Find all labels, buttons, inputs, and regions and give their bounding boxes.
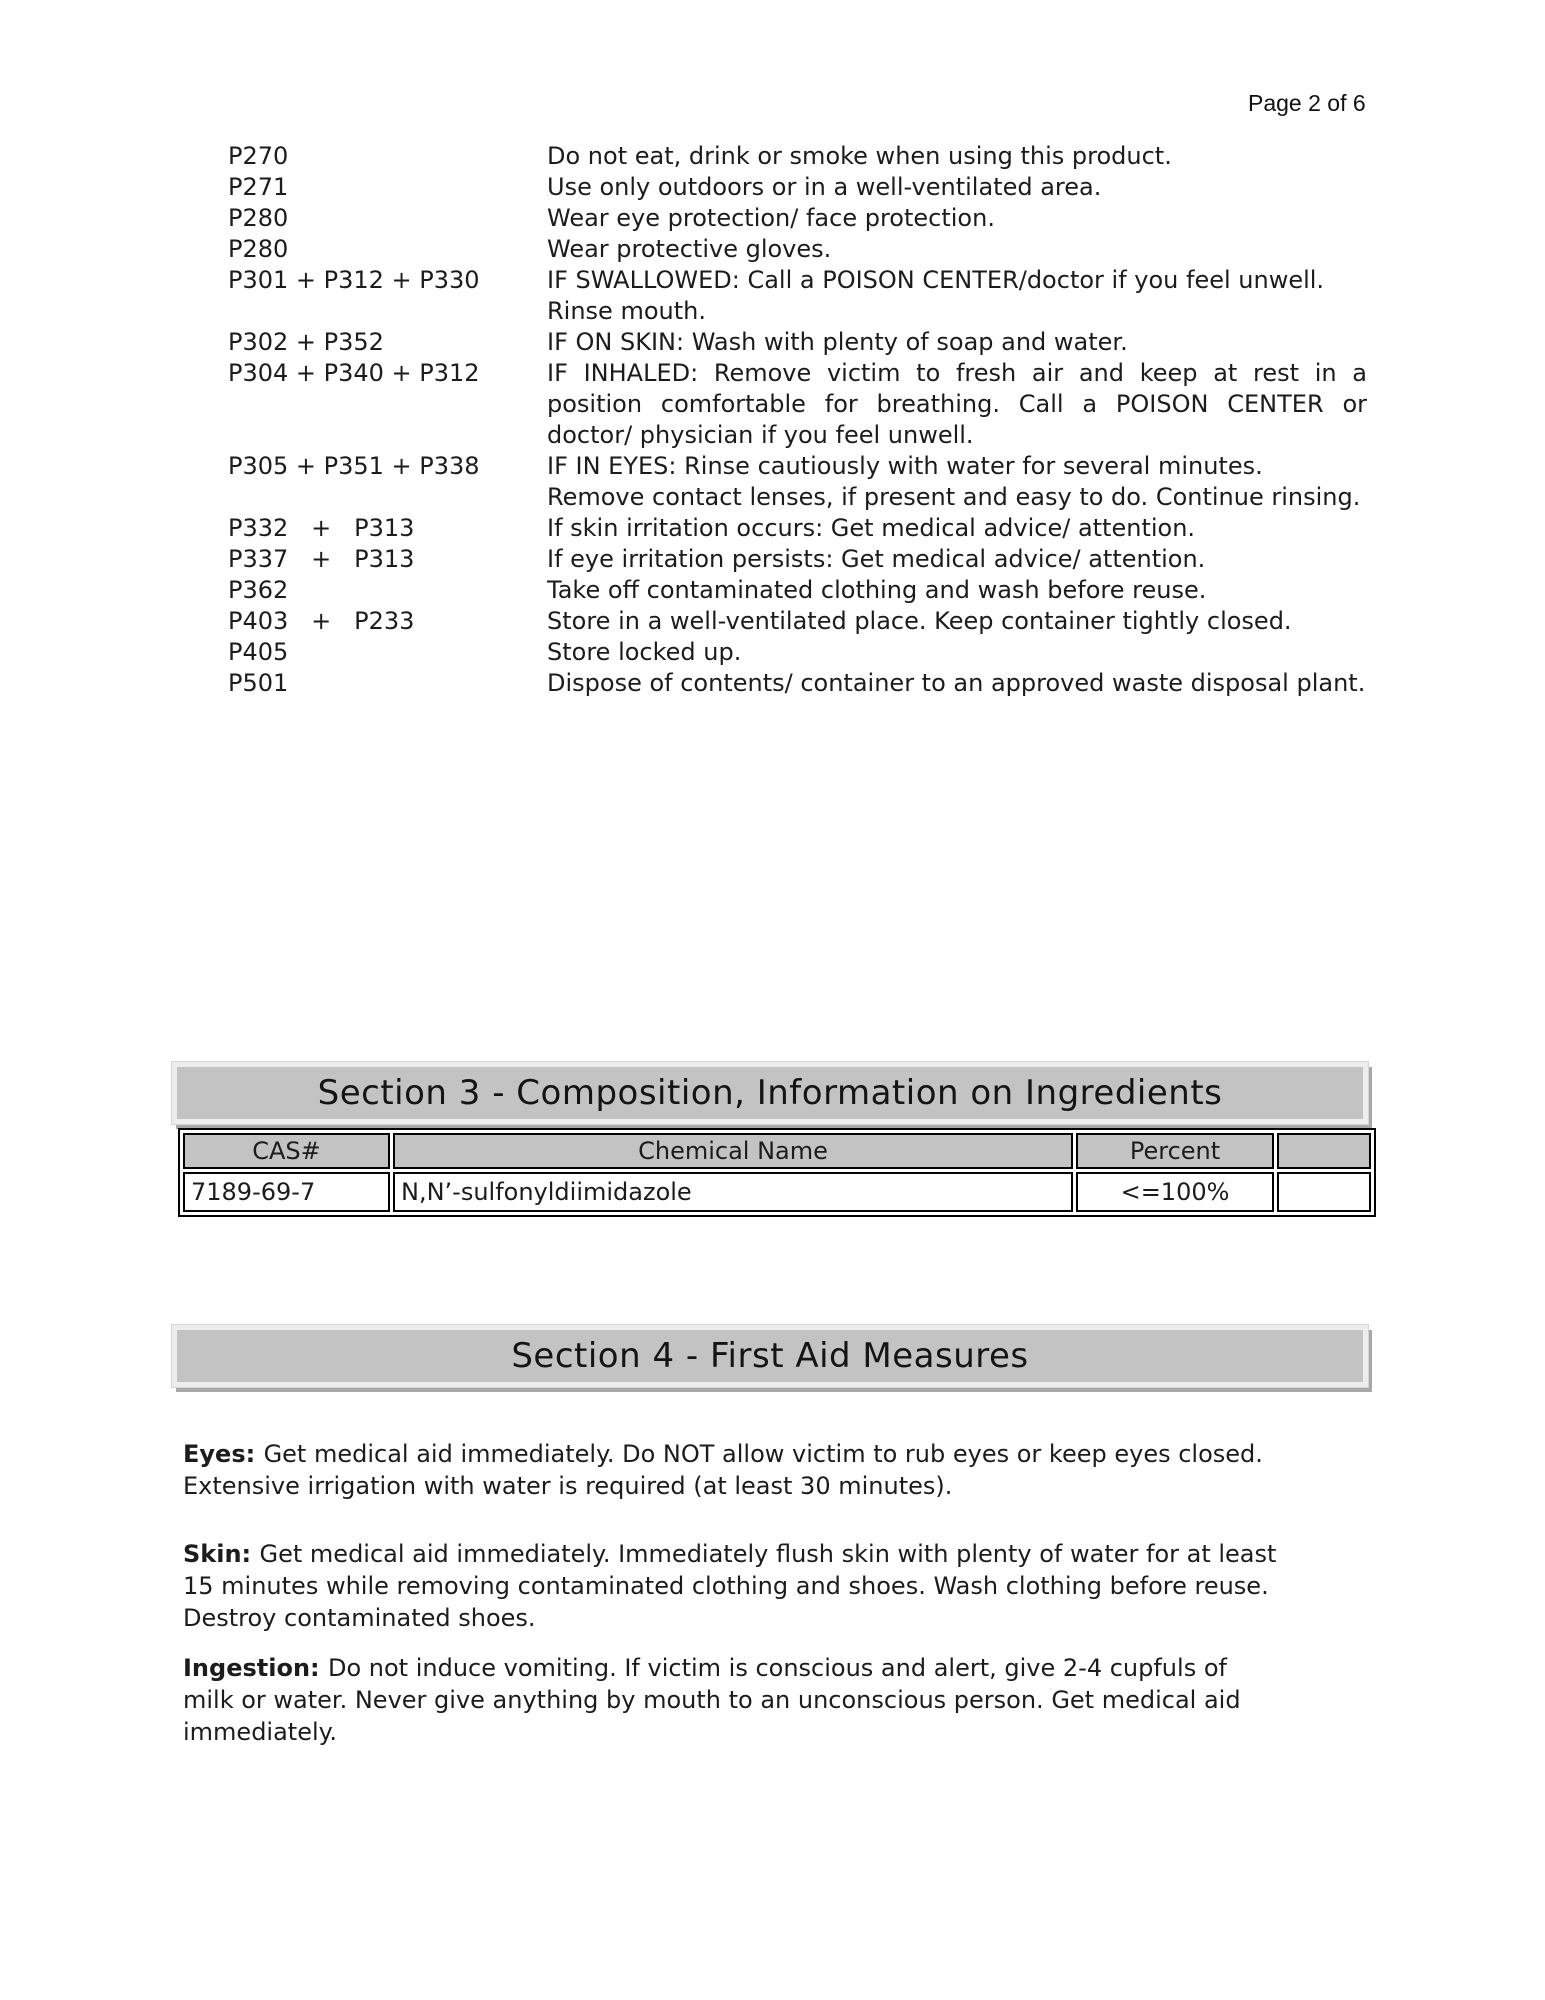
precaution-text: Dispose of contents/ container to an approved waste disposal plant. [547, 669, 1366, 697]
ingestion-label: Ingestion: [183, 1654, 328, 1682]
cell-percent: <=100% [1076, 1172, 1274, 1212]
precaution-text: IF SWALLOWED: Call a POISON CENTER/doctor if you feel unwell. Rinse mouth. [547, 266, 1325, 325]
column-header-chemical-name: Chemical Name [393, 1133, 1073, 1169]
precaution-row [228, 358, 1367, 451]
ingestion-text: Do not induce vomiting. If victim is conscious and alert, give 2-4 cupfuls of milk or water. Never give anything by mouth to an unconscious person. Get medical aid immediately. [183, 1654, 1241, 1746]
eyes-paragraph [183, 1438, 1283, 1502]
precaution-row [228, 637, 1367, 668]
precaution-row [228, 327, 1367, 358]
section-4-title: Section 4 - First Aid Measures [511, 1336, 1029, 1376]
precaution-code: P302 + P352 [228, 328, 384, 356]
composition-table-row [183, 1172, 1371, 1212]
precaution-text: IF INHALED: Remove victim to fresh air and keep at rest in a position comfortable for breathing. Call a POISON CENTER or doctor/ physician if you feel unwell. [547, 359, 1367, 449]
precaution-row [228, 668, 1367, 699]
precaution-code: P332 + P313 [228, 514, 415, 542]
precaution-row [228, 203, 1367, 234]
cell-cas-number: 7189-69-7 [183, 1172, 390, 1212]
precaution-code: P405 [228, 638, 289, 666]
precaution-row [228, 234, 1367, 265]
precaution-text: Wear eye protection/ face protection. [547, 204, 995, 232]
precaution-text: Do not eat, drink or smoke when using this product. [547, 142, 1172, 170]
precaution-row [228, 451, 1367, 513]
column-header-cas: CAS# [183, 1133, 390, 1169]
precaution-text: Store in a well-ventilated place. Keep container tightly closed. [547, 607, 1292, 635]
precaution-text: If skin irritation occurs: Get medical advice/ attention. [547, 514, 1196, 542]
precaution-code: P403 + P233 [228, 607, 415, 635]
precaution-row [228, 141, 1367, 172]
precaution-code: P280 [228, 235, 289, 263]
precaution-code: P271 [228, 173, 289, 201]
skin-text: Get medical aid immediately. Immediately flush skin with plenty of water for at least 15 minutes while removing contaminated clothing and shoes. Wash clothing before reuse. Destroy contaminated shoes. [183, 1540, 1277, 1632]
precaution-text: IF IN EYES: Rinse cautiously with water for several minutes. Remove contact lenses, if present and easy to do. Continue rinsing. [547, 452, 1361, 511]
cell-chemical-name: N,N’-sulfonyldiimidazole [393, 1172, 1073, 1212]
precaution-code: P280 [228, 204, 289, 232]
composition-table [178, 1128, 1376, 1217]
precaution-text: Take off contaminated clothing and wash before reuse. [547, 576, 1207, 604]
precaution-code: P501 [228, 669, 289, 697]
composition-table-header-row [183, 1133, 1371, 1169]
column-header-blank [1277, 1133, 1371, 1169]
skin-label: Skin: [183, 1540, 260, 1568]
precaution-row [228, 575, 1367, 606]
precaution-text: If eye irritation persists: Get medical advice/ attention. [547, 545, 1206, 573]
section-3-header-bar [172, 1062, 1368, 1124]
precaution-code: P337 + P313 [228, 545, 415, 573]
precaution-code: P301 + P312 + P330 [228, 266, 480, 294]
precaution-text: Store locked up. [547, 638, 742, 666]
precaution-text: IF ON SKIN: Wash with plenty of soap and water. [547, 328, 1128, 356]
precaution-statements-list [228, 141, 1367, 699]
precaution-row [228, 606, 1367, 637]
skin-paragraph [183, 1538, 1293, 1634]
eyes-label: Eyes: [183, 1440, 264, 1468]
precaution-row [228, 544, 1367, 575]
precaution-code: P270 [228, 142, 289, 170]
precaution-row [228, 172, 1367, 203]
column-header-percent: Percent [1076, 1133, 1274, 1169]
precaution-row [228, 265, 1367, 327]
page-number: Page 2 of 6 [1248, 90, 1366, 116]
precaution-row [228, 513, 1367, 544]
section-3-title: Section 3 - Composition, Information on Ingredients [317, 1073, 1223, 1113]
eyes-text: Get medical aid immediately. Do NOT allow victim to rub eyes or keep eyes closed. Extensive irrigation with water is required (at least 30 minutes). [183, 1440, 1263, 1500]
ingestion-paragraph [183, 1652, 1248, 1748]
precaution-code: P305 + P351 + P338 [228, 452, 480, 480]
precaution-code: P362 [228, 576, 289, 604]
precaution-text: Use only outdoors or in a well-ventilated area. [547, 173, 1102, 201]
precaution-text: Wear protective gloves. [547, 235, 832, 263]
cell-blank [1277, 1172, 1371, 1212]
section-4-header-bar [172, 1325, 1368, 1387]
precaution-code: P304 + P340 + P312 [228, 359, 480, 387]
